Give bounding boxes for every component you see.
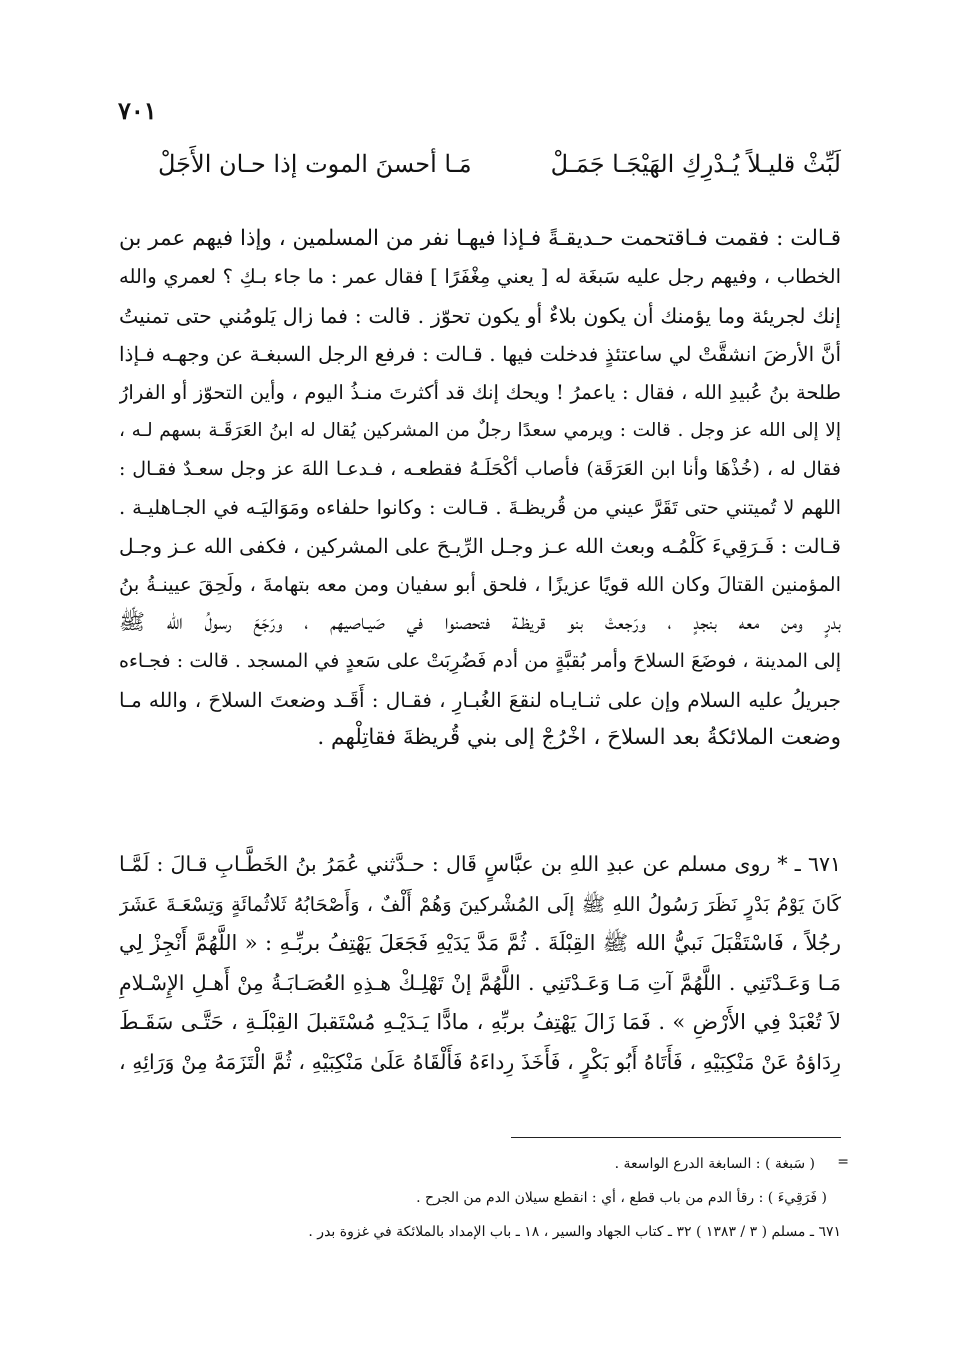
verse-first-hemistich: لَبِّثْ قليـلاً يُـدْرِكِ الهَيْجَـا جَمَـلْ [550, 150, 841, 178]
text-line: إلى المدينة ، فوضَعَ السلاحَ وأمر بُقبَّةٍ من أدم فَضُرِبَتْ على سَعدٍ في المسجد . قالت : فجـاءه [119, 650, 841, 673]
text-line: مَـا وَعَـدْتَنِي . اللَّهُمَّ آتِ مَـا وَعَـدْتَنِي . اللَّهُمَّ إنْ تَهْلِـكْ هـذِهِ العُصَـابَـةُ مِنْ أَهـلِ الإِسْـلامِ [119, 970, 841, 995]
text-line: لاَ تُعْبَدْ فِي الأَرْضِ » . فَمَا زَالَ يَهْتِفُ بربِّهِ ، مادًّا يَـدَيْـهِ مُسْتَقبلَ القِبْلَـةِ ، حَتَّـى سَقَـطَ [119, 1010, 841, 1035]
text-line: اللهم لا تُميتني حتى تَقَرَّ عيني من قُريظـةَ . قـالت : وكانوا حلفاءه ومَوَاليَـه في الجـاهليـة . [119, 495, 841, 519]
page-number: ٧٠١ [118, 96, 157, 125]
text-line: ٦٧١ ـ * روى مسلم عن عبدِ اللهِ بن عبَّاسٍ قَال : حـدَّثني عُمَرُ بنُ الخَطَّـابِ قـالَ : لَمَّـا [119, 852, 841, 876]
text-line: رجُلاً ، فَاسْتَقْبَلَ نَبيُّ الله ﷺ القِبْلَةَ . ثُمَّ مَدَّ يَدَيْهِ فَجَعَلَ يَهْتِفُ بربِّـهِ : « اللَّهُمَّ أَنْجِزْ لِي [119, 931, 841, 956]
text-line: إنك لجريئة وما يؤمنك أن يكون بلاءٌ أو يكون تحوّز . قالت : فما زال يَلومُني حتى تمنيتُ [119, 303, 841, 328]
text-line: إلا إلى الله عز وجل . قالت : ويرمي سعدًا رجلٌ من المشركين يُقال له ابنُ العَرَقَـة بسهم لـه ، [119, 419, 841, 441]
footnote: ( فَرَقِيءَ ) : رقأ الدم من باب قطع ، أي : انقطع سيلان الدم من الجرح . [416, 1190, 827, 1206]
footnote-continuation-mark: = [837, 1154, 849, 1170]
text-line: أنَّ الأرضَ انشقَّتْ لي ساعتئذٍ فدخلت فيها . قـالت : فرفع الرجل السبغـة عن وجهـه فـإذا [119, 342, 841, 367]
footnote-divider [511, 1137, 841, 1138]
text-line: المؤمنين القتالَ وكان الله قويًا عزيزًا ، فلحق أبو سفيان ومن معه بتهامةَ ، ولَحِقَ عيينـةُ بنُ [119, 572, 841, 596]
text-line: جبريلُ عليه السلام وإن على ثنـايـاه لنقعَ الغُبـارِ ، فقـال : أَقَـد وضعتَ السلاحَ ، والله مـا [119, 687, 841, 712]
text-line: طلحة بنُ عُبيدِ الله ، فقال : ياعمرُ ! ويحك إنك قد أكثرتَ منـذُ اليوم ، وأين التحوّز أو الفرارُ [119, 380, 841, 404]
footnote-source: ٦٧١ ـ مسلم ( ٣ / ١٣٨٣ ) ٣٢ ـ كتاب الجهاد والسير ، ١٨ ـ باب الإمداد بالملائكة في غزوة بدر . [308, 1224, 841, 1240]
text-line: كَانَ يَوْمُ بَدْرٍ نَظَرَ رَسُولُ اللهِ ﷺ إلَى المُشْركينَ وَهُمْ أَلْفٌ ، وَأَصْحَابُهُ ثَلاثُمائَةٍ وَتِسْعَـةَ عَشَرَ [119, 892, 841, 916]
text-line: رِدَاؤهُ عَنْ مَنْكِبَيْهِ ، فَأَتَاهُ أَبُو بَكْرٍ ، فَأَخَذَ رِداءَهُ فَأَلْقَاهُ عَلَىٰ مَنْكِبَيْهِ ، ثُمَّ الْتَزَمَهُ مِنْ وَرَائِهِ ، [119, 1049, 841, 1074]
text-line: قـالت : فَـرَقِيءَ كَلْمُـه وبعث الله عـز وجـل الرِّيـحَ على المشركين ، فكفى الله عـز وجـل [119, 534, 841, 559]
footnote: ( سَبغة ) : السابغة الدرع الواسعة . [614, 1156, 815, 1172]
paragraph-narration [119, 220, 841, 757]
text-line: الخطاب ، وفيهم رجل عليه سَبغَة له [ يعني مِغْفَرًا ] فقال عمر : ما جاء بـكِ ؟ لعمري والله [119, 265, 841, 289]
text-line: قـالت : فقمت فـاقتحمت حـديقـةً فـإذا فيهـا نفر من المسلمين ، وإذا فيهم عمر بن [119, 226, 841, 251]
text-line: بدرٍ ومن معه بنجدٍ ، ورَجعتْ بنو قريظـة فتحصنوا في صَيـاصيهم ، ورَجَعَ رسولُ الله ﷺ [119, 609, 841, 635]
paragraph-hadith-671 [119, 845, 841, 1083]
text-line: فقال له ، (خُذْهَا وأنا ابن العَرَقَة) فأصاب أكْحَلَـهُ فقطعـه ، فـدعـا اللهَ عز وجل سعـدٌ فقـال : [119, 458, 841, 481]
verse-second-hemistich: مَـا أحسنَ الموت إذا حـان الأَجَلْ [158, 150, 472, 178]
text-line: وضعت الملائكةُ بعد السلاحَ ، اخْرُجْ إلى بني قُريظةَ فقاتِلْهم . [317, 725, 841, 751]
